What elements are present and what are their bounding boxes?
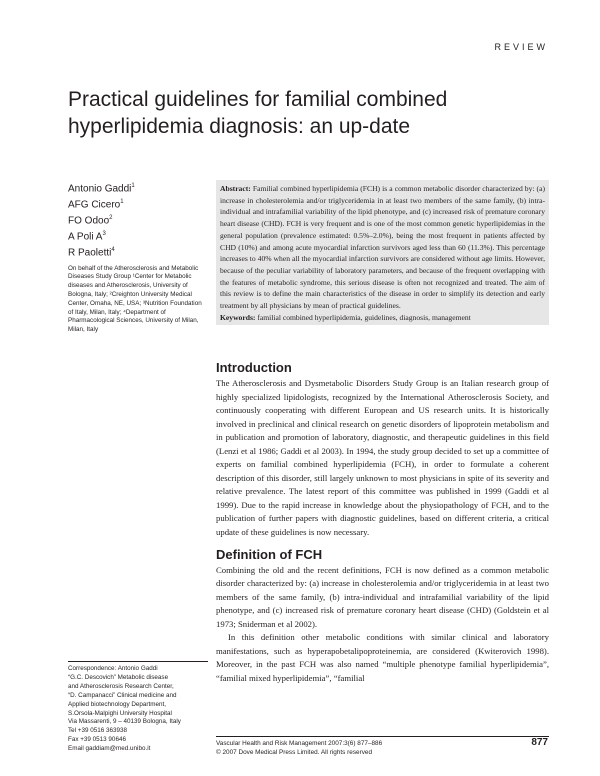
correspondence-line: Tel +39 0516 363938	[68, 727, 127, 735]
correspondence-email: Email gaddiam@med.unibo.it	[68, 745, 151, 753]
author-affiliation-marker: 4	[111, 246, 115, 253]
author-affiliation-marker: 1	[120, 198, 124, 205]
article-title	[68, 86, 548, 140]
author-name: Antonio Gaddi	[68, 183, 132, 195]
author-affiliation-marker: 2	[109, 214, 113, 221]
author-affiliation-marker: 3	[102, 230, 106, 237]
copyright-notice: © 2007 Dove Medical Press Limited. All rights reserved	[216, 749, 373, 756]
author	[68, 180, 208, 196]
keywords	[220, 312, 545, 324]
main-text	[216, 359, 549, 685]
correspondence-line: “D. Campanacci” Clinical medicine and	[68, 691, 177, 699]
correspondence-line: “G.C. Descovich” Metabolic disease	[68, 673, 169, 681]
definition-paragraph-1: Combining the old and the recent definitions, FCH is now defined as a common metabolic disorder characterized by: (a) increase in cholesterolemia and/or triglyceridemia in at least two members of the same family, (b) intra-individual and intrafamilial variability of the lipid phenotype, and (c) increased risk of premature coronary heart disease (CHD) (Goldstein et al 1973; Sniderman et al 2002).	[216, 564, 549, 629]
author-affiliation-marker: 1	[131, 183, 135, 189]
correspondence-line: Correspondence: Antonio Gaddi	[68, 665, 158, 672]
author-name: FO Odoo	[68, 215, 110, 227]
correspondence-line: Applied biotechnology Department,	[68, 700, 167, 708]
author	[68, 212, 208, 228]
correspondence-line: Via Massarenti, 9 – 40139 Bologna, Italy	[68, 718, 181, 726]
abstract-body	[220, 183, 545, 312]
definition-paragraph-2: In this definition other metabolic conditions with similar clinical and laboratory manifestations, such as hyperapobetalipoproteinemia, are considered (Kwiterovich 1998). Moreover, in the past FCH was also named “multiple phenotype familial hyperlipidemia”, “familial mixed hyperlipidemia”, “familial	[216, 632, 549, 683]
keywords-label: Keywords:	[220, 312, 256, 322]
title-line-1: Practical guidelines for familial combined	[68, 88, 448, 111]
author-name: R Paoletti	[68, 247, 112, 259]
correspondence-line: S.Orsola-Malpighi University Hospital	[68, 709, 172, 717]
author-name: AFG Cicero	[68, 199, 121, 211]
author-column	[68, 180, 208, 335]
abstract-label: Abstract:	[220, 184, 251, 193]
abstract-box	[216, 180, 549, 325]
title-line-2: hyperlipidemia diagnosis: an up-date	[68, 115, 411, 138]
abstract-text: Familial combined hyperlipidemia (FCH) is a common metabolic disorder characterized by: (a) increase in cholesterolemia and/or triglyceridemia in at least two members of the same family, (b) intra-individual and intrafamilial variability of the lipid phenotype, and (c) increased risk of premature coronary heart disease (CHD). FCH is very frequent and is one of the most common genetic hyperlipidemias in the general population (prevalence estimated: 0.5%–2.0%), being the most frequent in patients affected by CHD (10%) and among acute myocardial infarction survivors aged less than 60 (11.3%). This percentage increases to 40% when all the myocardial infarction survivors are considered without age limits. However, because of the peculiar variability of laboratory parameters, and because of the frequent overlapping with the features of metabolic syndrome, this serious disease is often not recognized and treated. The aim of this review is to define the main characteristics of the disease in order to simplify its detection and early treatment by all physicians by mean of practical guidelines.	[220, 184, 545, 311]
affiliations: On behalf of the Atherosclerosis and Metabolic Diseases Study Group ¹Center for Metabolic diseases and Atherosclerosis, University of Bologna, Italy; ²Creighton University Medical Center, Omaha, NE, USA; ³Nutrition Foundation of Italy, Milan, Italy; ⁴Department of Pharmacological Sciences, University of Milan, Milan, Italy	[68, 264, 202, 334]
correspondence-line: Fax +39 0513 90646	[68, 736, 126, 744]
author	[68, 196, 208, 212]
author	[68, 228, 208, 244]
introduction-heading: Introduction	[216, 360, 292, 375]
author	[68, 244, 208, 260]
page-footer	[216, 736, 549, 757]
definition-heading: Definition of FCH	[216, 546, 323, 562]
journal-citation: Vascular Health and Risk Management 2007:3(6) 877–886	[216, 740, 383, 747]
introduction-paragraph: The Atherosclerosis and Dysmetabolic Disorders Study Group is an Italian research group of highly specialized lipidologists, recognized by the International Atherosclerosis Society, and continuously cooperating with different European and US research units. It is historically involved in preclinical and clinical research on genetic disorders of lipoprotein metabolism and in publication and promotion of laboratory, diagnostic, and therapeutic guidelines in this field (Lenzi et al 1986; Gaddi et al 2003). In 1994, the study group decided to set up a committee of experts on familial combined hyperlipidemia (FCH), in order to formulate a coherent description of this disorder, still largely unknown to most physicians in spite of its severity and relative prevalence. The latest report of this committee was published in 1999 (Gaddi et al 1999). Due to the rapid increase in knowledge about the physiopathology of FCH, and to the publication of further papers with diagnostic guidelines, based on different criteria, a critical update of these guidelines is now necessary.	[216, 378, 549, 538]
page-number: 877	[531, 737, 548, 748]
keywords-text: familial combined hyperlipidemia, guidelines, diagnosis, management	[257, 312, 471, 322]
author-name: A Poli A	[68, 231, 103, 243]
correspondence-block	[68, 661, 208, 754]
correspondence-line: and Atherosclerosis Research Center,	[68, 682, 174, 690]
section-tag: REVIEW	[494, 42, 548, 52]
